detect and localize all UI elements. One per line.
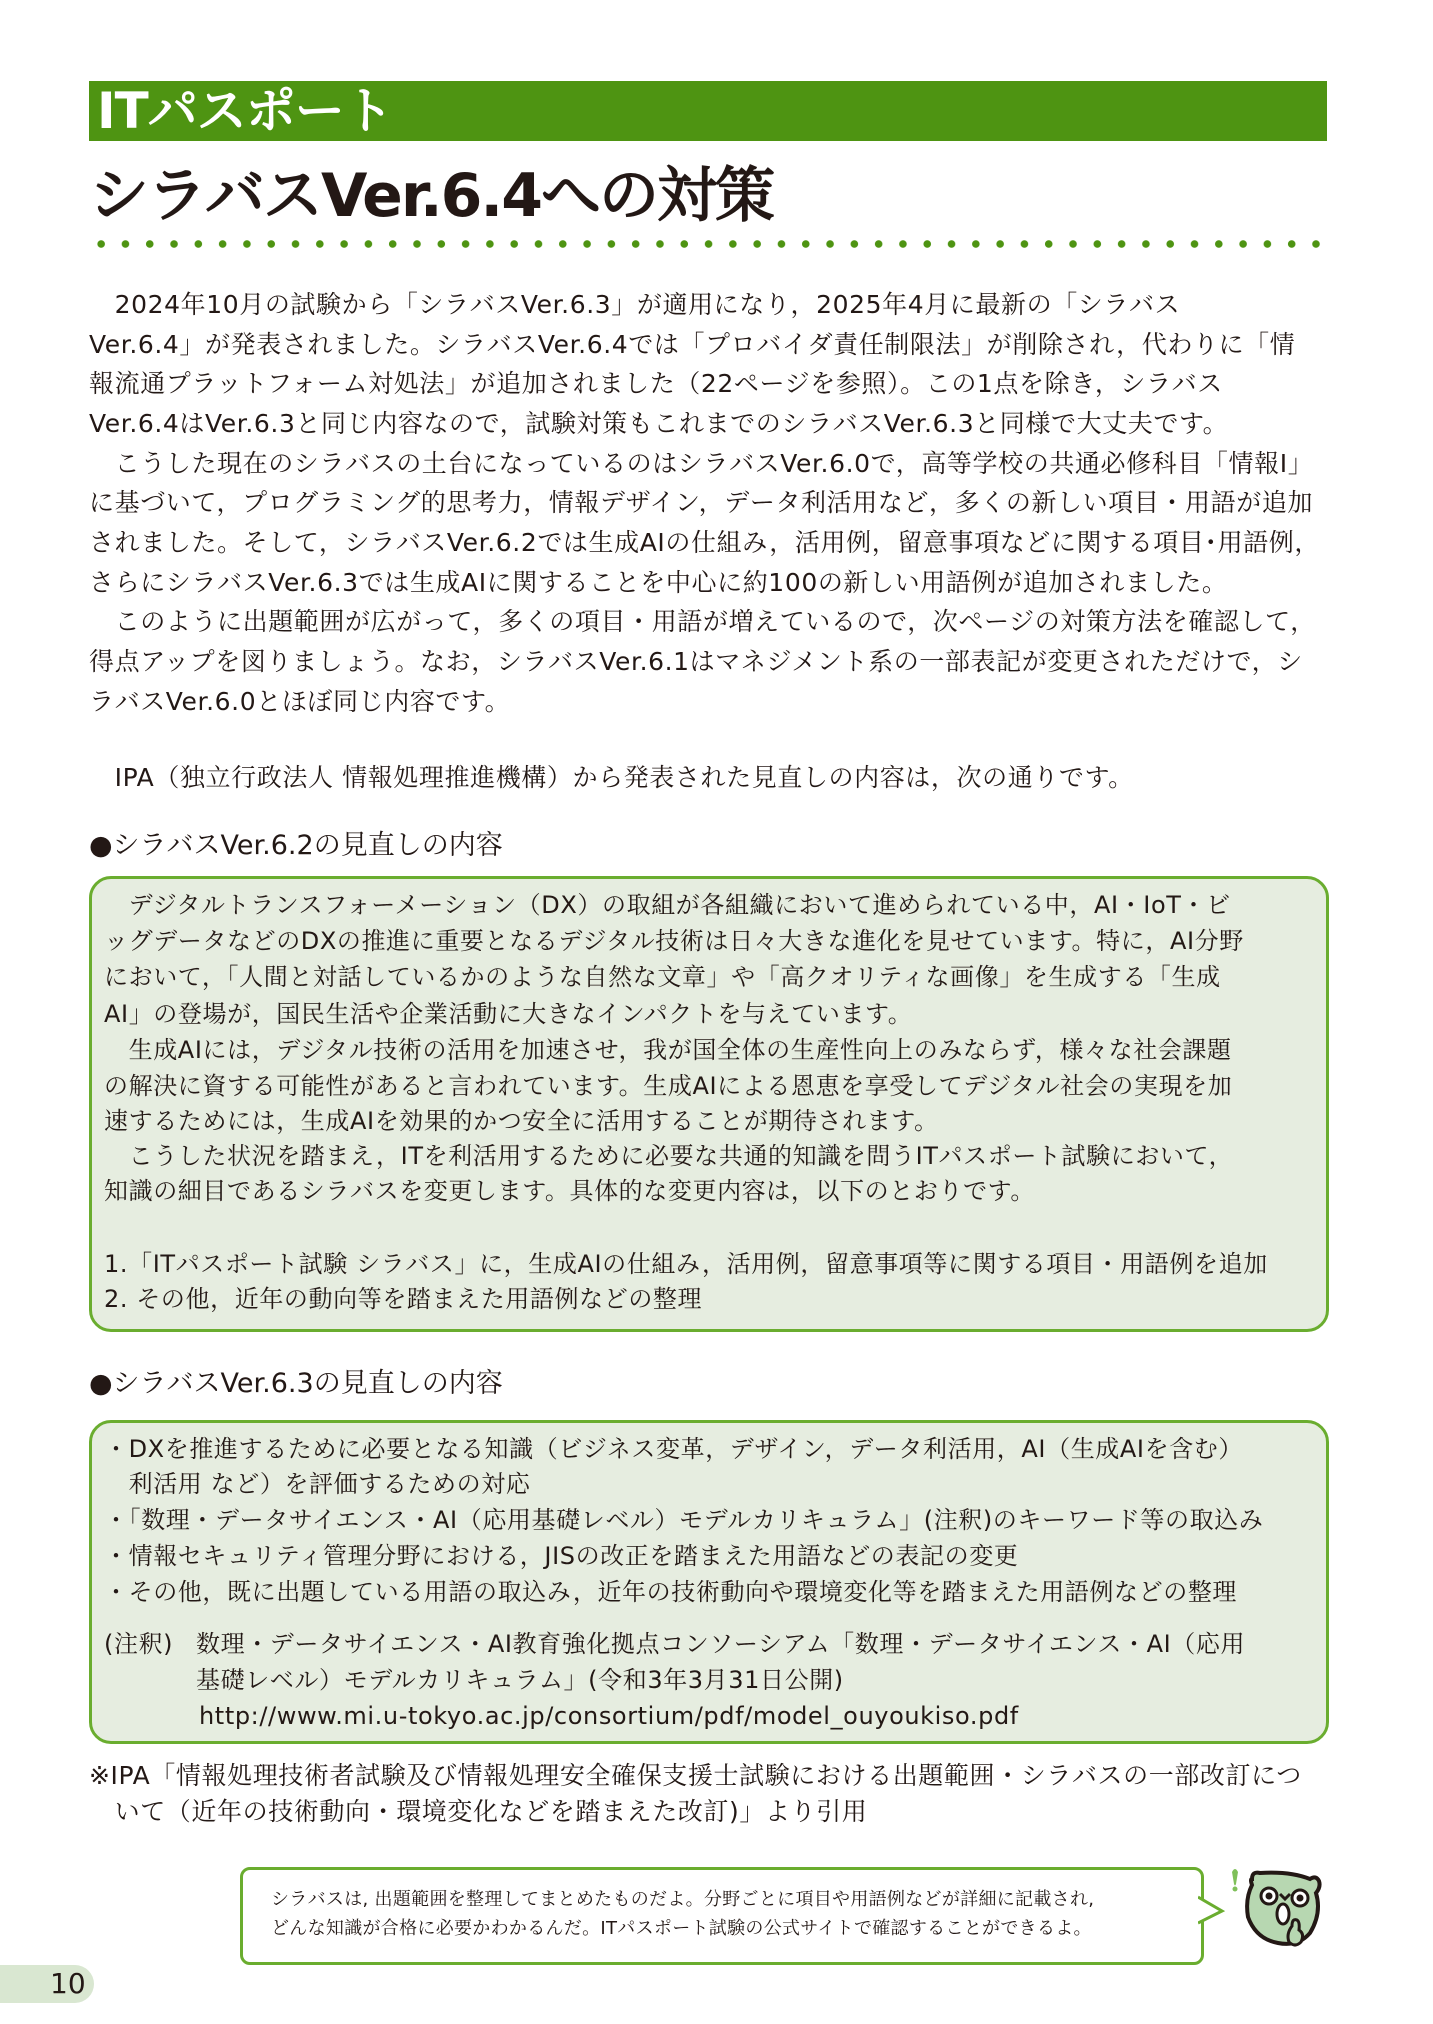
intro-line: Ver.6.4」が発表されました。シラバスVer.6.4では「プロバイダ責任制限法」が削除され，代わりに「情 xyxy=(89,330,1296,359)
page-number-tab xyxy=(0,1965,94,2003)
page-title: シラバスVer.6.4への対策 xyxy=(89,161,773,231)
note-line: 基礎レベル）モデルカリキュラム」(令和3年3月31日公開) xyxy=(196,1666,844,1694)
intro-line: 2024年10月の試験から「シラバスVer.6.3」が適用になり，2025年4月に最新の「シラバス xyxy=(89,290,1181,319)
intro-line: 得点アップを図りましょう。なお，シラバスVer.6.1はマネジメント系の一部表記が変更されただけで，シ xyxy=(89,647,1303,676)
ipa-line: IPA（独立行政法人 情報処理推進機構）から発表された見直しの内容は，次の通りです。 xyxy=(89,763,1134,792)
intro-line: このように出題範囲が広がって，多くの項目・用語が増えているので，次ページの対策方法を確認して， xyxy=(89,607,1316,636)
dotted-divider xyxy=(89,240,1329,248)
note-label: (注釈) xyxy=(104,1630,174,1658)
box-line: ッグデータなどのDXの推進に重要となるデジタル技術は日々大きな進化を見せています。特に，AI分野 xyxy=(104,927,1244,955)
section2-box xyxy=(89,1420,1329,1744)
intro-line: されました。そして，シラバスVer.6.2では生成AIの仕組み，活用例，留意事項などに関する項目･用語例， xyxy=(89,528,1321,557)
intro-line: Ver.6.4はVer.6.3と同じ内容なので，試験対策もこれまでのシラバスVer.6.3と同様で大丈夫です。 xyxy=(89,409,1229,438)
page-number: 10 xyxy=(50,1967,86,2000)
intro-line: こうした現在のシラバスの土台になっているのはシラバスVer.6.0で，高等学校の共通必修科目「情報Ⅰ」 xyxy=(89,449,1314,478)
bullet-item: ・DXを推進するために必要となる知識（ビジネス変革，デザイン，データ利活用，AI（生成AIを含む） xyxy=(104,1435,1243,1463)
box-line: 速するためには，生成AIを効果的かつ安全に活用することが期待されます。 xyxy=(104,1107,939,1135)
list-item: 1.「ITパスポート試験 シラバス」に，生成AIの仕組み，活用例，留意事項等に関する項目・用語例を追加 xyxy=(104,1250,1268,1278)
note-line: 数理・データサイエンス・AI教育強化拠点コンソーシアム「数理・データサイエンス・AI（応用 xyxy=(196,1630,1246,1658)
speech-line: どんな知識が合格に必要かわかるんだ。ITパスポート試験の公式サイトで確認することができるよ。 xyxy=(271,1918,1092,1939)
speech-line: シラバスは, 出題範囲を整理してまとめたものだよ。分野ごとに項目や用語例などが詳細に記載され, xyxy=(271,1889,1095,1910)
bullet-item: ・その他，既に出題している用語の取込み，近年の技術動向や環境変化等を踏まえた用語例などの整理 xyxy=(104,1578,1238,1606)
box-line: AI」の登場が，国民生活や企業活動に大きなインパクトを与えています。 xyxy=(104,1000,913,1028)
citation-line: ※IPA「情報処理技術者試験及び情報処理安全確保支援士試験における出題範囲・シラバスの一部改訂につ xyxy=(89,1761,1302,1790)
intro-line: さらにシラバスVer.6.3では生成AIに関することを中心に約100の新しい用語例が追加されました。 xyxy=(89,568,1228,597)
category-label: ITパスポート xyxy=(97,82,393,140)
speech-bubble xyxy=(240,1867,1204,1965)
section2-heading: ●シラバスVer.6.3の見直しの内容 xyxy=(89,1368,503,1399)
box-line: こうした状況を踏まえ，ITを利活用するために必要な共通的知識を問うITパスポート試験において， xyxy=(104,1142,1234,1170)
citation-line: いて（近年の技術動向・環境変化などを踏まえた改訂)」より引用 xyxy=(89,1797,868,1826)
box-line: の解決に資する可能性があると言われています。生成AIによる恩恵を享受してデジタル社会の実現を加 xyxy=(104,1072,1233,1100)
section1-box xyxy=(89,876,1329,1332)
box-line: デジタルトランスフォーメーション（DX）の取組が各組織において進められている中，AI・IoT・ビ xyxy=(104,891,1231,919)
box-line: 知識の細目であるシラバスを変更します。具体的な変更内容は，以下のとおりです。 xyxy=(104,1177,1035,1205)
box-line: 生成AIには，デジタル技術の活用を加速させ，我が国全体の生産性向上のみならず，様々な社会課題 xyxy=(104,1036,1232,1064)
bullet-item: ・情報セキュリティ管理分野における，JISの改正を踏まえた用語などの表記の変更 xyxy=(104,1542,1019,1570)
intro-line: に基づいて，プログラミング的思考力，情報デザイン，データ利活用など，多くの新しい項目・用語が追加 xyxy=(89,488,1314,517)
intro-line: 報流通プラットフォーム対処法」が追加されました（22ページを参照）。この1点を除き，シラバス xyxy=(89,369,1223,398)
note-url: http://www.mi.u-tokyo.ac.jp/consortium/pdf/model_ouyoukiso.pdf xyxy=(199,1702,1019,1730)
bullet-item: ・「数理・データサイエンス・AI（応用基礎レベル）モデルカリキュラム」(注釈)のキーワード等の取込み xyxy=(104,1506,1264,1534)
bullet-item: 利活用 など）を評価するための対応 xyxy=(104,1470,531,1498)
list-item: 2. その他，近年の動向等を踏まえた用語例などの整理 xyxy=(104,1285,703,1313)
bear-mascot-icon xyxy=(1222,1864,1322,1959)
category-banner xyxy=(89,81,1327,141)
intro-line: ラバスVer.6.0とほぼ同じ内容です。 xyxy=(89,687,511,716)
section1-heading: ●シラバスVer.6.2の見直しの内容 xyxy=(89,830,503,861)
box-line: において，「人間と対話しているかのような自然な文章」や「高クオリティな画像」を生成する「生成 xyxy=(104,963,1221,991)
